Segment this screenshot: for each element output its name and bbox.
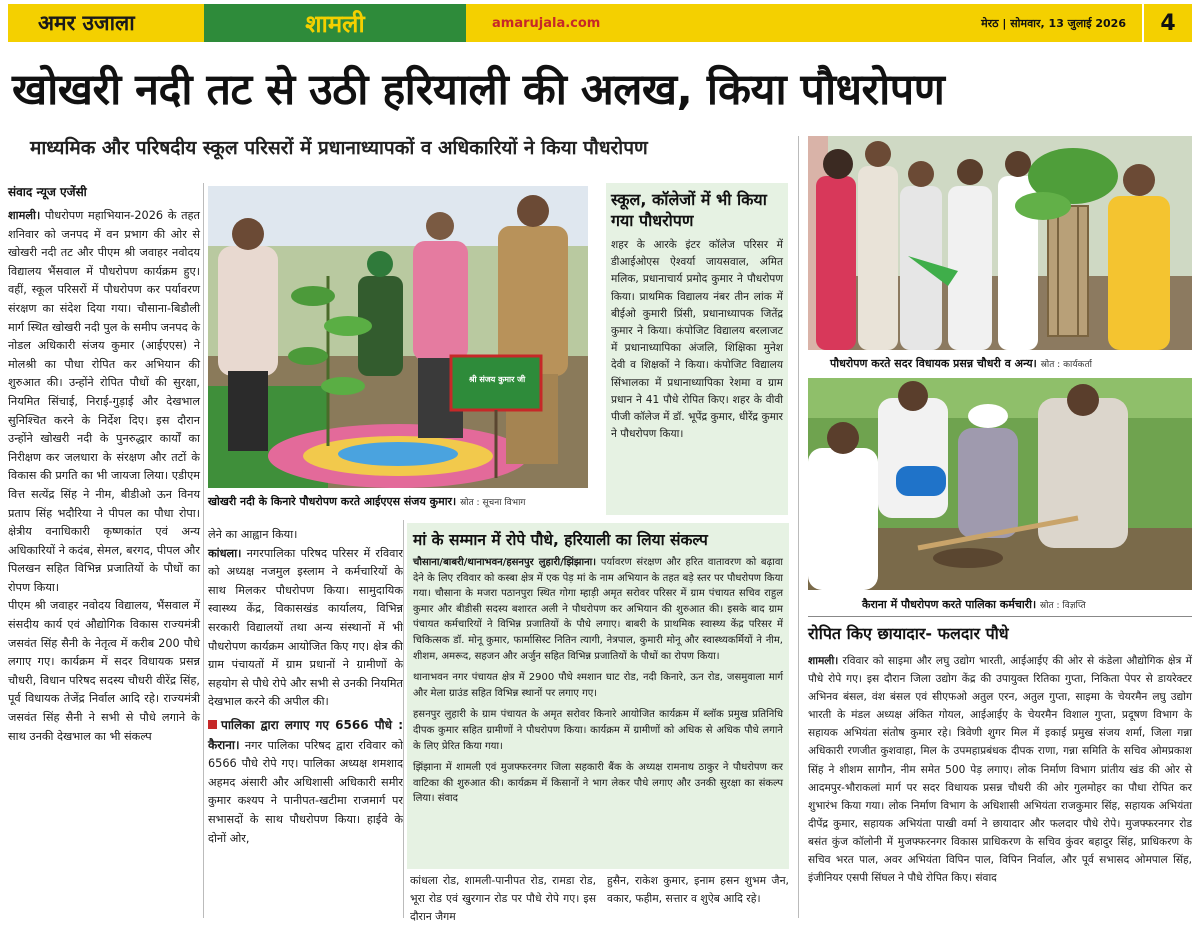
article-column-2 [208,526,403,848]
paragraph: लेने का आह्वान किया। [208,528,298,541]
caption-source: स्रोत : विज्ञप्ति [1040,601,1086,611]
signboard-text: श्री संजय कुमार जी [468,375,526,384]
dateline: कांधला। [208,546,242,560]
paragraph: पौधरोपण महाभियान-2026 के तहत शनिवार को जनपद में वन प्रभाग की ओर से खोखरी नदी तट और पीएम श्री जवाहर नवोदय विद्यालय भैंसवाल में पौधरोपण कार्यक्रम हुए। वहीं, स्कूल परिसरों में पौधरोपण कर पर्यावरण संरक्षण का संदेश दिया गया। चौसाना-बिडौली मार्ग स्थित खोखरी नदी पुल के समीप जनपद के नोडल अधिकारी संजय कुमार (आईएएस) ने मोलश्री का पौधा रोपित कर अभियान की शुरुआत की। उन्होंने रोपित पौधों की सुरक्षा, नियमित सिंचाई, निराई-गुड़ाई और देखभाल सुनिश्चित करने के निर्देश दिए। इस दौरान उन्होंने खोखरी नदी के पुनरुद्धार कार्यों का निरीक्षण कर जलधारा के संरक्षण और तटों के विकास की प्रगति का भी जायजा लिया। एडीएम वित्त सत्येंद्र सिंह ने नीम, बीडीओ ऊन विनय प्रताप सिंह भदौरिया ने पीपल का पौधा रोपा। क्षेत्रीय वनाधिकारी कृष्णकांत एवं अन्य अधिकारियों ने कदंब, सेमल, बरगद, पीपल और पिलखन सहित विभिन्न प्रजातियों के पौधों का रोपण किया। [8,209,200,594]
paragraph: नगर पालिका परिषद द्वारा रविवार को 6566 पौधे रोपे गए। पालिका अध्यक्ष शमशाद अहमद अंसारी और अधिशासी अधिकारी समीर कुमार कश्यप ने पानीपत-खटीमा राजमार्ग पर सभासदों के साथ पौधरोपण किया। हाईवे के दोनों ओर, [208,738,404,845]
masthead-info [466,4,1142,42]
paragraph: पर्यावरण संरक्षण और हरित वातावरण को बढ़ावा देने के लिए रविवार को कस्बा क्षेत्र में एक पेड़ मां के नाम अभियान के तहत बड़े स्तर पर पौधरोपण किया गया। चौसाना के मजरा पठानपुरा स्थित गोगा म्हाड़ी अमृत सरोवर परिसर में ग्राम पंचायत सचिव राहुल कुमार और बीडीसी सदस्य बशारत अली ने पौधरोपण कर अभियान की शुरुआत की। इसके बाद ग्राम पंचायत कर्मचारियों ने विभिन्न प्रजातियों के पौधे लगाए। बाबरी के प्राथमिक स्वास्थ्य केंद्र परिसर में चिकित्सक डॉ. मोनू कुमार, फार्मासिस्ट नितिन त्यागी, नेत्रपाल, कुमारी मोनू और स्वास्थ्यकर्मियों ने नीम, शीशम, अमरूद, सहजन और अर्जुन सहित विभिन्न प्रजातियों के पौधों का रोपण किया। [413,557,784,662]
right-top-photo [808,136,1192,350]
box-title: स्कूल, कॉलेजों में भी किया गया पौधरोपण [611,190,767,230]
column-divider [403,520,404,918]
right-mid-caption [862,597,1086,612]
paragraph: नगरपालिका परिषद परिसर में रविवार को अध्यक्ष नजमुल इस्लाम ने कर्मचारियों के साथ मिलकर पौधरोपण किया। सामुदायिक स्वास्थ्य केंद्र, विकासखंड कार्यालय, विभिन्न सरकारी विद्यालयों तथा अन्य संस्थानों में भी पौधरोपण कार्यक्रम आयोजित किए गए। क्षेत्र की ग्राम पंचायतों में ग्राम प्रधानों ने ग्रामीणों के सहयोग से पौधे रोपे और सभी से उनकी नियमित देखभाल करने की अपील की। [208,546,403,709]
sub-headline: माध्यमिक और परिषदीय स्कूल परिसरों में प्रधानाध्यापकों व अधिकारियों ने किया पौधरोपण [30,137,648,159]
newspaper-logo: अमर उजाला [8,4,204,42]
caption-text: खोखरी नदी के किनारे पौधरोपण करते आईएएस संजय कुमार। [208,495,457,508]
paragraph: रविवार को साइमा और लघु उद्योग भारती, आईआईए की ओर से कंडेला औद्योगिक क्षेत्र में पौधे रोपे गए। इस दौरान जिला उद्योग केंद्र की उपायुक्त रितिका गुप्ता, निकिता पेपर से डायरेक्टर अभिनव बंसल, वंश बंसल एवं सीएफओ अतुल एरन, अतुल गुप्ता, साइमा के चेयरमैन लघु उद्योग भारती के मंडल अध्यक्ष अंकित गोयल, आईआईए के चेयरमैन विशाल गुप्ता, प्रदूषण विभाग के सहायक अभियंता संतोष कुमार रहे। त्रिवेणी शुगर मिल में इकाई प्रमुख संजय शर्मा, जिला गन्ना अधिकारी रणजीत कुशवाहा, मिल के उपमहाप्रबंधक दीपक राणा, गन्ना समिति के सचिव ओमप्रकाश सिंह ने शीशम सागौन, नीम समेत 500 पेड़ लगाए। लोक निर्माण विभाग प्रांतीय खंड की ओर से आदमपुर-भौराकलां मार्ग पर सदर विधायक प्रसन्न चौधरी की ओर गुलमोहर का पौधा रोपित कर शुभारंभ किया गया। लोक निर्माण विभाग के अधिशासी अभियंता राजकुमार सिंह, सहायक अभियंता दीपेंद्र कुमार, सहायक अभियंता पाखी वर्मा ने छायादार और फलदार पौधे रोपे। मुजफ्फरनगर रोड बसंत कुंज कॉलोनी में मुजफ्फरनगर विकास प्राधिकरण के सचिव कुंवर बहादुर सिंह, प्राधिकरण के सचिव भरत पाल, अवर अभियंता विपिन पाल, विपिन निर्वाल, और पूर्व सभासद ओमपाल सिंह, इंजीनियर एसपी सिंघल ने पौधे रोपित किए। संवाद [808,655,1192,885]
main-photo [208,186,588,488]
caption-source: स्रोत : कार्यकर्ता [1040,360,1092,370]
paragraph: थानाभवन नगर पंचायत क्षेत्र में 2900 पौधे श्मशान घाट रोड, नदी किनारे, ऊन रोड, जसमुवाला मार्ग और मेला ग्राउंड सहित विभिन्न स्थानों पर लगाए गए। [413,672,783,699]
mother-tribute-box [407,523,789,869]
right-top-caption [830,356,1092,371]
website-link[interactable]: amarujala.com [492,15,601,31]
article-column-3a: कांधला रोड, शामली-पानीपत रोड, रामडा रोड, भूरा रोड एवं खुरगान रोड पर पौधे रोपे गए। इस दौरान जैगम [410,874,596,923]
box-text: शहर के आरके इंटर कॉलेज परिसर में डीआईओएस ऐश्वर्या जायसवाल, अमित मलिक, प्रधानाचार्य प्रमोद कुमार ने पौधरोपण किया। प्राथमिक विद्यालय नंबर तीन लांक में बीईओ कुमारी प्रिंसी, प्रधानाध्यापक जितेंद्र कुमार ने किया। कंपोजिट विद्यालय बरलाजट में प्रधानाध्यापिका अंजलि, शिक्षिका मुनेश देवी व शिक्षकों ने किया। कंपोजिट विद्यालय सिंभालका में प्रधानाध्यापिका रेशमा व ग्राम प्रधान ने 41 पौधे रोपित किए। शहर के वीवी पीजी कॉलेज में डॉ. भूपेंद्र कुमार, धीरेंद्र कुमार ने पौधरोपण किया। [611,239,783,441]
byline: संवाद न्यूज एजेंसी [8,185,87,199]
right-story-text [808,652,1192,887]
main-photo-caption [208,494,526,509]
schools-sidebar-box [606,183,788,515]
sub-section-heading: पालिका द्वारा लगाए गए 6566 पौधे : कैराना। [208,717,403,752]
issue-date: मेरठ | सोमवार, 13 जुलाई 2026 [981,16,1126,30]
section-divider [808,616,1192,617]
paragraph: हसनपुर लुहारी के ग्राम पंचायत के अमृत सरोवर किनारे आयोजित कार्यक्रम में ब्लॉक प्रमुख प्रतिनिधि दीपक कुमार सहित ग्रामीणों ने पौधरोपण किया। कार्यक्रम में ग्रामीणों को अधिक से अधिक पौधे लगाने के लिए प्रेरित किया गया। [413,709,783,752]
right-mid-photo [808,378,1192,590]
bullet-square-icon [208,720,217,729]
page-number: 4 [1142,4,1192,42]
main-headline: खोखरी नदी तट से उठी हरियाली की अलख, किया पौधरोपण [12,65,945,115]
article-column-1 [8,207,200,746]
dateline: चौसाना/बाबरी/थानाभवन/हसनपुर लुहारी/झिंझाना। [413,557,597,568]
paragraph: पीएम श्री जवाहर नवोदय विद्यालय, भैंसवाल में संसदीय कार्य एवं औद्योगिक विकास राज्यमंत्री जसवंत सिंह सैनी के नेतृत्व में करीब 200 पौधे लगाए गए। कार्यक्रम में सदर विधायक प्रसन्न चौधरी, विधान परिषद सदस्य चौधरी वीरेंद्र सिंह, पूर्व विधायक तेजेंद्र निर्वाल आदि रहे। राज्यमंत्री जसवंत सिंह सैनी ने सभी से पौधे लगाने के साथ उनकी देखभाल का भी संकल्प [8,599,200,743]
edition-city: शामली [204,4,466,42]
caption-text: कैराना में पौधरोपण करते पालिका कर्मचारी। [862,598,1037,611]
right-story-title: रोपित किए छायादार- फलदार पौधे [808,624,1009,643]
column-divider [203,183,204,918]
box-title: मां के सम्मान में रोपे पौधे, हरियाली का लिया संकल्प [413,531,708,549]
dateline: शामली। [8,209,41,222]
paragraph: झिंझाना में शामली एवं मुजफ्फरनगर जिला सहकारी बैंक के अध्यक्ष रामनाथ ठाकुर ने पौधरोपण कर वाटिका की शुरुआत की। कार्यक्रम में किसानों ने भाग लेकर पौधे लगाए और उनकी सुरक्षा का संकल्प लिया। संवाद [413,762,783,805]
article-column-3b: हुसैन, राकेश कुमार, इनाम हसन शुभम जैन, वकार, फहीम, सत्तार व शुऐब आदि रहे। [607,874,789,905]
column-divider [798,136,799,918]
caption-text: पौधरोपण करते सदर विधायक प्रसन्न चौधरी व अन्य। [830,357,1037,370]
dateline: शामली। [808,655,839,667]
caption-source: स्रोत : सूचना विभाग [460,498,526,508]
